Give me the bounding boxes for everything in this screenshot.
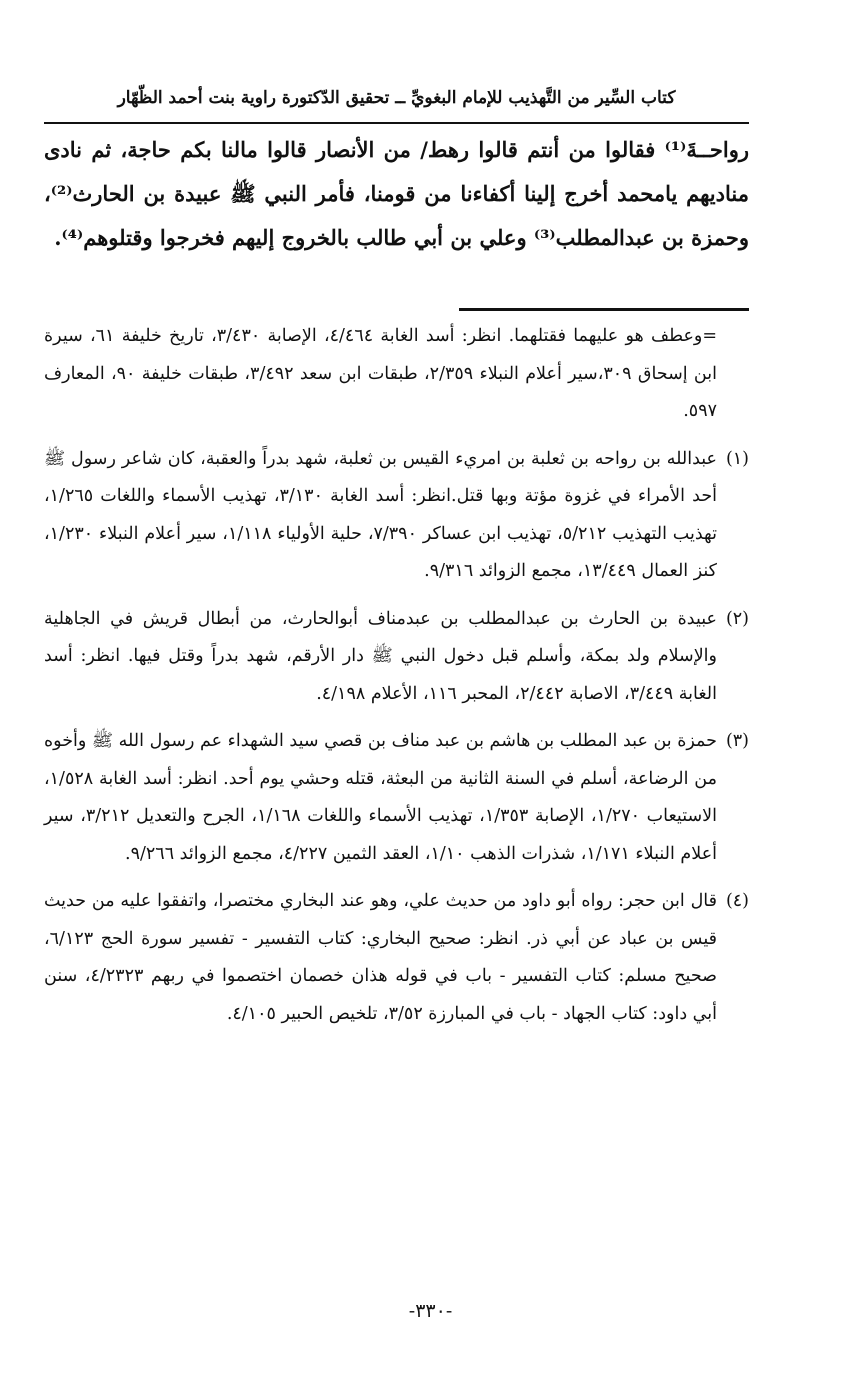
footnote-number: (٢) <box>725 608 749 629</box>
page-number: -٣٣٠- <box>408 1300 453 1322</box>
footnote-number: (٤) <box>725 891 749 911</box>
footnote-continuation-text: =وعطف هو عليهما فقتلهما. انظر: أسد الغابة ٤/٤٦٤، الإصابة ٣/٤٣٠، تاريخ خليفة ٦١، سيرة ابن إسحاق ٣٠٩،سير أعلام النبلاء ٢/٣٥٩، طبقات ابن سعد ٣/٤٩٢، طبقات خليفة ٩٠، المعارف ٥٩٧. <box>44 326 717 421</box>
running-header: كتاب السِّير من التَّهذيب للإمام البغويِّ ــ تحقيق الدّكتورة راوية بنت أحمد الظّهّار <box>117 88 676 108</box>
footnote-separator <box>459 308 749 311</box>
footnote-continuation <box>44 318 749 431</box>
footnote-text: عبيدة بن الحارث بن عبدالمطلب بن عبدمناف أبوالحارث، من أبطال قريش في الجاهلية والإسلام ولد بمكة، وأسلم قبل دخول النبي ﷺ دار الأرقم، شهد بدراً وقتل فيها. انظر: أسد الغابة ٣/٤٤٩، الاصابة ٢/٤٤٢، المحبر ١١٦، الأعلام ٤/١٩٨. <box>44 608 717 704</box>
footnote-text: حمزة بن عبد المطلب بن هاشم بن عبد مناف بن قصي سيد الشهداء عم رسول الله ﷺ وأخوه من الرضاعة، أسلم في السنة الثانية من البعثة، قتله وحشي يوم أحد. انظر: أسد الغابة ١/٥٢٨، الاستيعاب ١/٢٧٠، الإصابة ١/٣٥٣، تهذيب الأسماء واللغات ١/١٦٨، الجرح والتعديل ٣/٢١٢، سير أعلام النبلاء ١/١٧١، شذرات الذهب ١/١٠، العقد الثمين ٤/٢٢٧، مجمع الزوائد ٩/٢٦٦. <box>44 731 717 864</box>
footnote-2 <box>44 601 749 714</box>
footnote-4 <box>44 883 749 1033</box>
footnote-number: (٣) <box>725 731 749 751</box>
footnotes-section <box>44 318 749 1043</box>
footnote-text: عبدالله بن رواحه بن ثعلبة بن امريء القيس بن ثعلبة، شهد بدراً والعقبة، كان شاعر رسول ﷺ أحد الأمراء في غزوة مؤتة وبها قتل.انظر: أسد الغابة ٣/١٣٠، تهذيب الأسماء واللغات ١/٢٦٥، تهذيب التهذيب ٥/٢١٢، تهذيب ابن عساكر ٧/٣٩٠، حلية الأولياء ١/١١٨، سير أعلام النبلاء ١/٢٣٠، كنز العمال ١٣/٤٤٩، مجمع الزوائد ٩/٣١٦. <box>44 448 718 581</box>
footnote-number: (١) <box>725 448 749 469</box>
footnote-1 <box>44 441 749 591</box>
main-text-block <box>44 128 749 260</box>
footnote-text: قال ابن حجر: رواه أبو داود من حديث علي، وهو عند البخاري مختصرا، واتفقوا عليه من حديث قيس بن عباد عن أبي ذر. انظر: صحيح البخاري: كتاب التفسير - تفسير سورة الحج ٦/١٢٣، صحيح مسلم: كتاب التفسير - باب في قوله هذان خصمان اختصموا في ربهم ٤/٢٣٢٣، سنن أبي داود: كتاب الجهاد - باب في المبارزة ٣/٥٢، تلخيص الحبير ٤/١٠٥. <box>44 891 717 1024</box>
main-paragraph: رواحــةَ⁽¹⁾ فقالوا من أنتم قالوا رهط/ من الأنصار قالوا مالنا بكم حاجة، ثم نادى مناديهم يامحمد أخرج إلينا أكفاءنا من قومنا، فأمر النبي ﷺ عبيدة بن الحارث⁽²⁾، وحمزة بن عبدالمطلب⁽³⁾ وعلي بن أبي طالب بالخروج إليهم فخرجوا وقتلوهم⁽⁴⁾. <box>44 137 749 250</box>
header-rule <box>44 122 749 124</box>
footnote-3 <box>44 723 749 873</box>
